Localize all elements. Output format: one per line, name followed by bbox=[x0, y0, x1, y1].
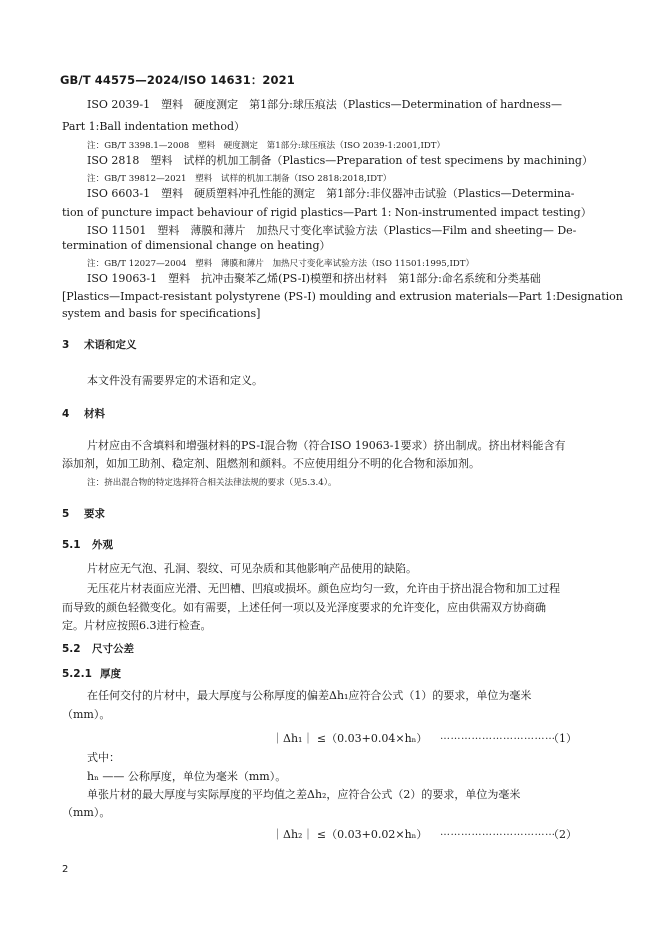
section-number: 5.1 bbox=[62, 539, 81, 551]
formula-leader: …………………………… bbox=[440, 731, 556, 742]
standard-header: GB/T 44575—2024/ISO 14631：2021 bbox=[60, 73, 295, 87]
definition-line: hₙ —— 公称厚度，单位为毫米（mm）。 bbox=[87, 770, 287, 783]
formula-number: （2） bbox=[548, 828, 577, 841]
ref-line: termination of dimensional change on heating） bbox=[62, 239, 331, 252]
paragraph-line: 添加剂，如加工助剂、稳定剂、阻燃剂和颜料。不应使用组分不明的化合物和添加剂。 bbox=[62, 457, 480, 470]
section-number: 3 bbox=[62, 339, 70, 351]
section-heading bbox=[62, 337, 137, 352]
section-number: 5 bbox=[62, 508, 70, 520]
note-line: 注：挤出混合物的特定选择符合相关法律法规的要求（见5.3.4）。 bbox=[87, 478, 337, 488]
ref-line: ISO 2039-1 塑料 硬度测定 第1部分:球压痕法（Plastics—Determination of hardness— bbox=[87, 98, 562, 111]
paragraph-line: （mm）。 bbox=[62, 806, 111, 819]
section-title: 厚度 bbox=[100, 668, 121, 680]
paragraph-line: 本文件没有需要界定的术语和定义。 bbox=[87, 374, 263, 387]
subsection-heading bbox=[62, 537, 113, 552]
section-heading bbox=[62, 406, 105, 421]
formula-number: （1） bbox=[548, 732, 577, 745]
formula-leader: …………………………… bbox=[440, 827, 556, 838]
paragraph-line: 单张片材的最大厚度与实际厚度的平均值之差Δh₂，应符合公式（2）的要求，单位为毫米 bbox=[87, 788, 521, 801]
section-number: 5.2 bbox=[62, 643, 81, 655]
ref-line: system and basis for specifications] bbox=[62, 307, 261, 320]
paragraph-line: 式中： bbox=[87, 751, 120, 764]
paragraph-line: 定。片材应按照6.3进行检查。 bbox=[62, 619, 212, 632]
paragraph-line: 无压花片材表面应光滑、无凹槽、凹痕或损坏。颜色应均匀一致，允许由于挤出混合物和加工过程 bbox=[87, 582, 560, 595]
section-title: 要求 bbox=[84, 508, 105, 520]
ref-line: [Plastics—Impact-resistant polystyrene (PS-I) moulding and extrusion materials—Part 1:Designation bbox=[62, 290, 623, 303]
paragraph-line: 而导致的颜色轻微变化。如有需要，上述任何一项以及光泽度要求的允许变化，应由供需双方协商确 bbox=[62, 601, 546, 614]
section-title: 术语和定义 bbox=[84, 339, 137, 351]
ref-note: 注：GB/T 3398.1—2008 塑料 硬度测定 第1部分:球压痕法（ISO 2039-1:2001,IDT） bbox=[87, 141, 446, 151]
subsection-heading bbox=[62, 641, 134, 656]
ref-line: ISO 11501 塑料 薄膜和薄片 加热尺寸变化率试验方法（Plastics—Film and sheeting— De- bbox=[87, 224, 577, 237]
ref-line: Part 1:Ball indentation method） bbox=[62, 120, 245, 133]
section-number: 5.2.1 bbox=[62, 668, 92, 680]
ref-line: tion of puncture impact behaviour of rigid plastics—Part 1: Non-instrumented impact testing） bbox=[62, 206, 592, 219]
section-title: 材料 bbox=[84, 408, 105, 420]
section-heading bbox=[62, 506, 105, 521]
paragraph-line: 片材应无气泡、孔洞、裂纹、可见杂质和其他影响产品使用的缺陷。 bbox=[87, 562, 417, 575]
page-number: 2 bbox=[62, 864, 69, 875]
section-number: 4 bbox=[62, 408, 70, 420]
ref-note: 注：GB/T 12027—2004 塑料 薄膜和薄片 加热尺寸变化率试验方法（ISO 11501:1995,IDT） bbox=[87, 259, 475, 269]
ref-line: ISO 19063-1 塑料 抗冲击聚苯乙烯(PS-I)模塑和挤出材料 第1部分:命名系统和分类基础 bbox=[87, 272, 541, 285]
ref-line: ISO 6603-1 塑料 硬质塑料冲孔性能的测定 第1部分:非仪器冲击试验（Plastics—Determina- bbox=[87, 187, 575, 200]
paragraph-line: （mm）。 bbox=[62, 708, 111, 721]
ref-note: 注：GB/T 39812—2021 塑料 试样的机加工制备（ISO 2818:2018,IDT） bbox=[87, 174, 392, 184]
formula-2: ｜Δh₂｜ ≤（0.03+0.02×hₙ） bbox=[272, 828, 428, 841]
section-title: 尺寸公差 bbox=[92, 643, 134, 655]
paragraph-line: 在任何交付的片材中，最大厚度与公称厚度的偏差Δh₁应符合公式（1）的要求，单位为毫米 bbox=[87, 689, 532, 702]
section-title: 外观 bbox=[92, 539, 113, 551]
ref-line: ISO 2818 塑料 试样的机加工制备（Plastics—Preparation of test specimens by machining） bbox=[87, 154, 593, 167]
formula-1: ｜Δh₁｜ ≤（0.03+0.04×hₙ） bbox=[272, 732, 428, 745]
paragraph-line: 片材应由不含填料和增强材料的PS-I混合物（符合ISO 19063-1要求）挤出制成。挤出材料能含有 bbox=[87, 439, 566, 452]
subsection-heading bbox=[62, 666, 121, 681]
